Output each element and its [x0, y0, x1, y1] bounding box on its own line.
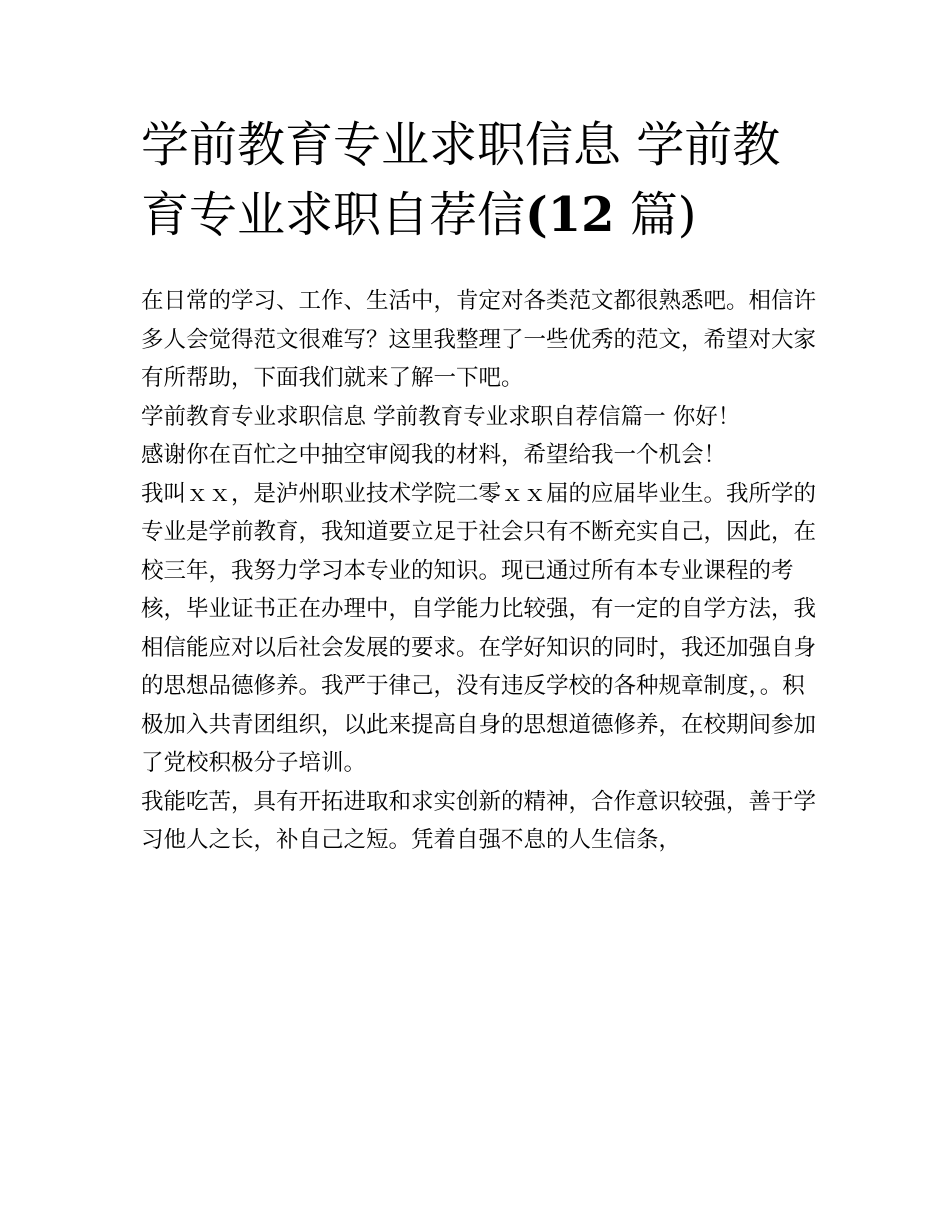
paragraph: 学前教育专业求职信息 学前教育专业求职自荐信篇一 你好！ — [141, 403, 741, 430]
document-body — [141, 282, 821, 860]
paragraph: 感谢你在百忙之中抽空审阅我的材料，希望给我一个机会！ — [141, 442, 727, 468]
paragraph: 我能吃苦，具有开拓进取和求实创新的精神，合作意识较强，善于学习他人之长，补自己之短。凭着自强不息的人生信条， — [141, 788, 817, 853]
paragraph: 在日常的学习、工作、生活中，肯定对各类范文都很熟悉吧。相信许多人会觉得范文很难写？这里我整理了一些优秀的范文，希望对大家有所帮助，下面我们就来了解一下吧。 — [141, 288, 817, 391]
title-suffix: 篇) — [614, 187, 697, 243]
title-count: (12 — [525, 187, 615, 243]
title-main: 学前教育专业求职信息 学前教育专业求职自荐信 — [141, 117, 781, 243]
paragraph: 我叫ｘｘ，是泸州职业技术学院二零ｘｘ届的应届毕业生。我所学的专业是学前教育，我知道要立足于社会只有不断充实自己，因此，在校三年，我努力学习本专业的知识。现已通过所有本专业课程的考核，毕业证书正在办理中，自学能力比较强，有一定的自学方法，我相信能应对以后社会发展的要求。在学好知识的同时，我还加强自身的思想品德修养。我严于律己，没有违反学校的各种规章制度，。积极加入共青团组织，以此来提高自身的思想道德修养，在校期间参加了党校积极分子培训。 — [141, 480, 817, 776]
document-title — [141, 110, 821, 250]
